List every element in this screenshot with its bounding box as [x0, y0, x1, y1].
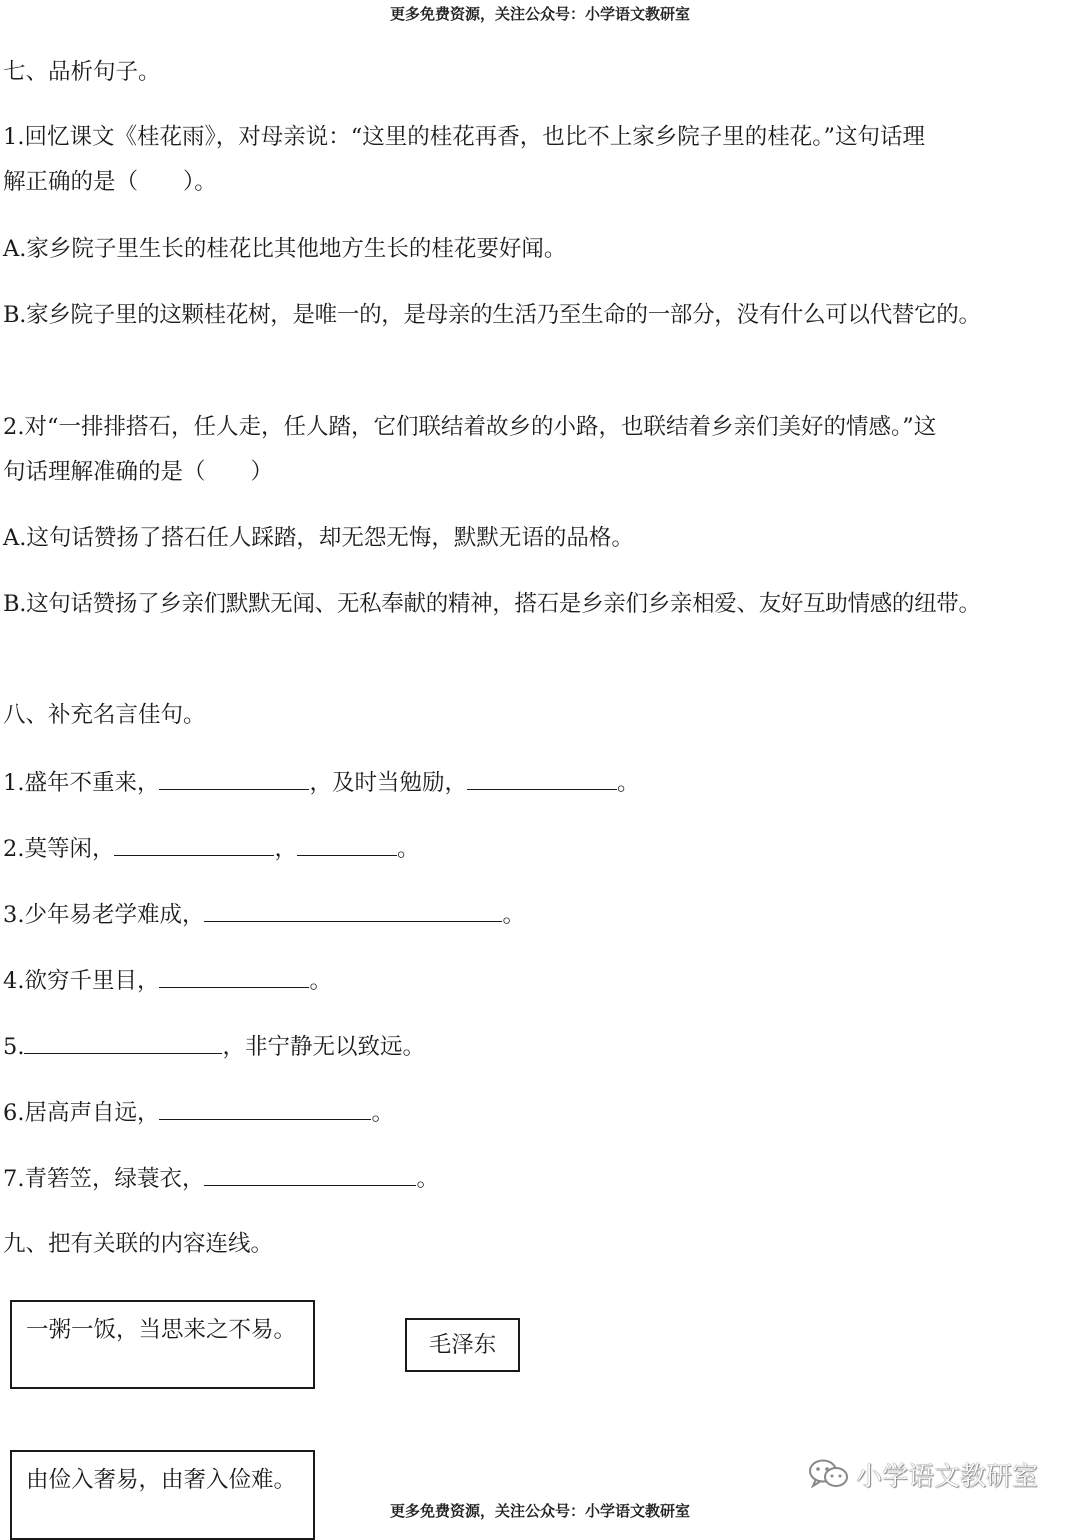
q1-option-b: B.家乡院子里的这颗桂花树，是唯一的，是母亲的生活乃至生命的一部分，没有什么可以代替它的。	[3, 302, 981, 328]
fill-item-4-suffix: 。	[309, 968, 332, 994]
answer-blank[interactable]	[24, 1031, 222, 1054]
q1-line-2: 解正确的是（ ）。	[3, 169, 217, 195]
fill-item-6-prefix: 6.居高声自远，	[3, 1100, 160, 1126]
q1-option-a: A.家乡院子里生长的桂花比其他地方生长的桂花要好闻。	[3, 236, 567, 262]
watermark-text: 小学语文教研室	[856, 1461, 1039, 1492]
fill-item-1-suffix: 。	[616, 770, 640, 796]
wechat-icon	[808, 1458, 850, 1490]
answer-blank[interactable]	[159, 965, 309, 988]
fill-item-3-prefix: 3.少年易老学难成，	[3, 902, 205, 928]
fill-item-2-prefix: 2.莫等闲，	[3, 836, 115, 862]
fill-item-2	[3, 833, 420, 864]
fill-item-1	[3, 767, 640, 798]
fill-item-3	[3, 899, 525, 930]
q2-option-b: B.这句话赞扬了乡亲们默默无闻、无私奉献的精神，搭石是乡亲们乡亲相爱、友好互助情感的纽带。	[3, 591, 981, 617]
match-box-left-1[interactable]	[10, 1300, 315, 1389]
page-footer: 更多免费资源，关注公众号：小学语文教研室	[389, 1502, 690, 1520]
section-7-title: 七、品析句子。	[3, 59, 161, 85]
fill-item-3-suffix: 。	[502, 902, 525, 928]
answer-blank[interactable]	[159, 767, 309, 790]
fill-item-4-prefix: 4.欲穷千里目，	[3, 968, 160, 994]
answer-blank[interactable]	[114, 833, 274, 856]
answer-blank[interactable]	[204, 1163, 416, 1186]
fill-item-6-suffix: 。	[371, 1100, 394, 1126]
match-box-left-2[interactable]	[10, 1450, 315, 1540]
match-box-left-2-text: 由俭入奢易，由奢入俭难。	[26, 1467, 297, 1493]
page-header: 更多免费资源，关注公众号：小学语文教研室	[389, 5, 690, 23]
fill-item-1-middle: ，及时当勉励，	[309, 770, 467, 796]
match-box-right-1[interactable]	[405, 1318, 520, 1372]
fill-item-7-prefix: 7.青箬笠，绿蓑衣，	[3, 1166, 205, 1192]
fill-item-5-prefix: 5.	[3, 1034, 25, 1060]
section-9-title: 九、把有关联的内容连线。	[3, 1231, 274, 1257]
section-8-title: 八、补充名言佳句。	[3, 702, 206, 728]
watermark	[808, 1456, 1038, 1492]
q2-line-1: 2.对“一排排搭石，任人走，任人踏，它们联结着故乡的小路，也联结着乡亲们美好的情感。”这	[3, 414, 937, 440]
fill-item-4	[3, 965, 332, 996]
fill-item-7	[3, 1163, 439, 1194]
q1-line-1: 1.回忆课文《桂花雨》，对母亲说：“这里的桂花再香，也比不上家乡院子里的桂花。”这句话理	[3, 124, 925, 150]
answer-blank[interactable]	[297, 833, 397, 856]
fill-item-6	[3, 1097, 394, 1128]
fill-item-5-suffix: ，非宁静无以致远。	[222, 1034, 425, 1060]
answer-blank[interactable]	[204, 899, 502, 922]
match-box-right-1-text: 毛泽东	[428, 1332, 497, 1358]
answer-blank[interactable]	[159, 1097, 371, 1120]
match-box-left-1-text: 一粥一饭，当思来之不易。	[26, 1317, 297, 1343]
fill-item-2-suffix: 。	[396, 836, 420, 862]
answer-blank[interactable]	[467, 767, 617, 790]
fill-item-2-middle: ，	[274, 836, 297, 862]
fill-item-5	[3, 1031, 425, 1062]
q2-option-a: A.这句话赞扬了搭石任人踩踏，却无怨无悔，默默无语的品格。	[3, 525, 634, 551]
q2-line-2: 句话理解准确的是（ ）	[3, 459, 274, 485]
fill-item-7-suffix: 。	[416, 1166, 439, 1192]
fill-item-1-prefix: 1.盛年不重来，	[3, 770, 160, 796]
